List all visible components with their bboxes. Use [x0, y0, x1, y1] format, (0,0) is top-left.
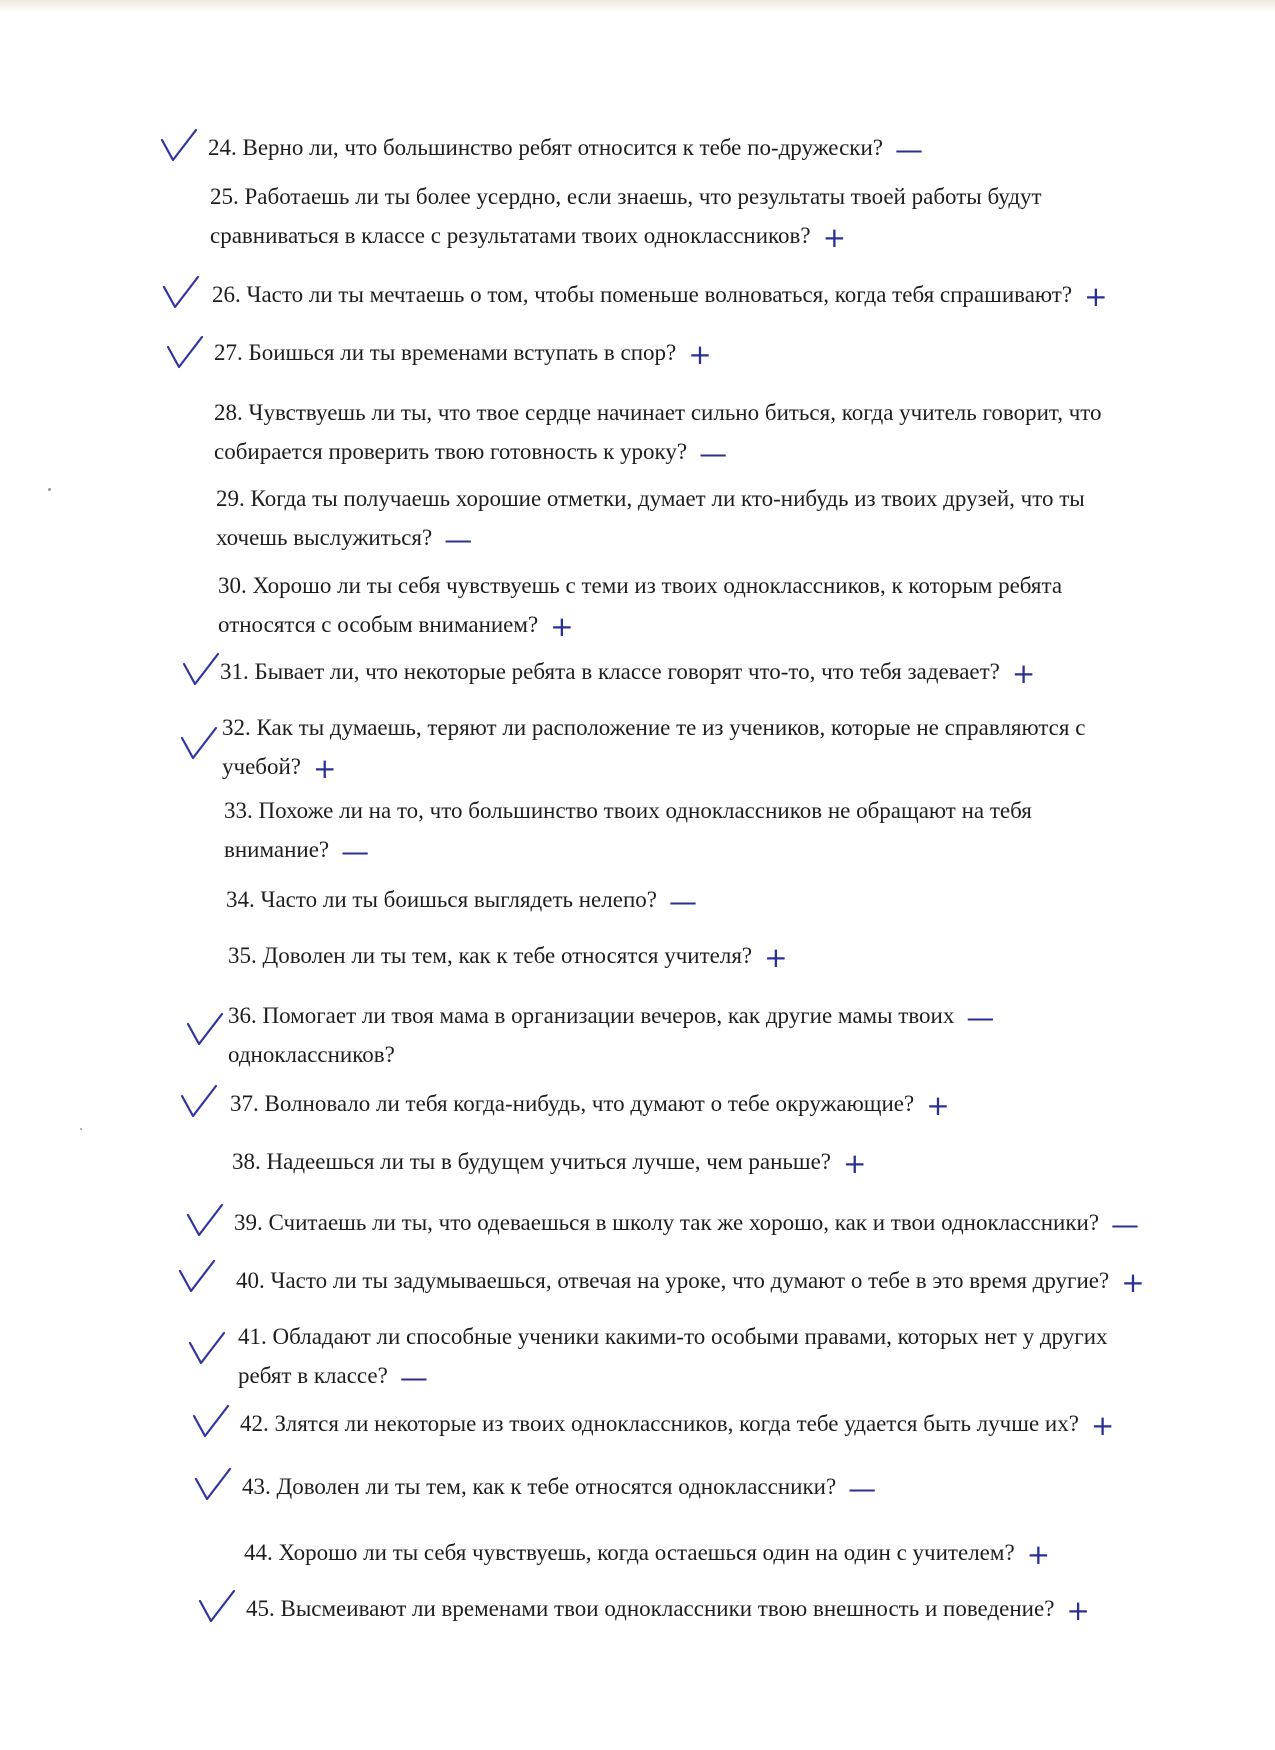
checkmark-stroke [182, 728, 216, 758]
checkmark-stroke [162, 130, 196, 160]
answer-mark: + [688, 337, 712, 371]
question-line [214, 393, 1214, 432]
question-line [228, 996, 1228, 1035]
checkmark-icon [186, 1327, 228, 1369]
question-42 [240, 1404, 1240, 1443]
question-text: 32. Как ты думаешь, теряют ли расположение те из учеников, которые не справляются с [222, 715, 1086, 740]
question-line [228, 1035, 1228, 1074]
checkmark-stroke [194, 1406, 228, 1436]
question-line [242, 1467, 1242, 1506]
question-text: 41. Обладают ли способные ученики какими-то особыми правами, которых нет у других [238, 1324, 1108, 1349]
question-line [222, 708, 1222, 747]
question-line [240, 1404, 1240, 1443]
answer-mark: + [1090, 1408, 1115, 1442]
question-40 [236, 1261, 1236, 1300]
checkmark-icon [184, 1199, 226, 1241]
answer-mark: + [1026, 1537, 1051, 1571]
answer-mark: — [1111, 1207, 1140, 1241]
answer-mark: — [848, 1471, 877, 1505]
question-line [216, 479, 1216, 518]
answer-mark: + [1084, 279, 1108, 313]
question-28 [214, 393, 1214, 471]
answer-mark: + [926, 1088, 950, 1122]
question-line [234, 1203, 1234, 1242]
question-45 [246, 1589, 1246, 1628]
question-line [218, 566, 1218, 605]
question-line [220, 652, 1220, 691]
question-text-continued: сравниваться в классе с результатами твоих одноклассников? [210, 223, 811, 248]
question-line [236, 1261, 1236, 1300]
question-line [218, 605, 1218, 644]
answer-mark: — [894, 132, 923, 166]
checkmark-icon [178, 722, 220, 764]
question-29 [216, 479, 1216, 557]
answer-mark: + [1066, 1593, 1090, 1627]
question-line [214, 333, 1214, 372]
checkmark-stroke [180, 1261, 214, 1291]
question-text: 34. Часто ли ты боишься выглядеть нелепо? [226, 887, 657, 912]
question-text: 29. Когда ты получаешь хорошие отметки, думает ли кто-нибудь из твоих друзей, что ты [216, 486, 1085, 511]
question-line [232, 1142, 1232, 1181]
question-text: 36. Помогает ли твоя мама в организации вечеров, как другие мамы твоих [228, 1003, 955, 1028]
checkmark-stroke [184, 654, 218, 684]
question-30 [218, 566, 1218, 644]
question-text: 42. Злятся ли некоторые из твоих одноклассников, когда тебе удается быть лучше их? [240, 1411, 1079, 1436]
question-text-continued: внимание? [224, 837, 330, 862]
question-34 [226, 880, 1226, 919]
question-line [222, 747, 1222, 786]
question-line [210, 216, 1210, 255]
question-line [210, 177, 1210, 216]
answer-mark: + [1121, 1265, 1145, 1299]
question-25 [210, 177, 1210, 255]
checkmark-icon [160, 271, 202, 313]
question-text: 31. Бывает ли, что некоторые ребята в классе говорят что-то, что тебя задевает? [220, 659, 1000, 684]
checkmark-stroke [182, 1086, 216, 1116]
question-line [224, 791, 1224, 830]
question-31 [220, 652, 1220, 691]
question-text: 33. Похоже ли на то, что большинство твоих одноклассников не обращают на тебя [224, 798, 1032, 823]
question-text-continued: ребят в классе? [238, 1363, 388, 1388]
question-33 [224, 791, 1224, 869]
checkmark-icon [196, 1585, 238, 1627]
question-text: 40. Часто ли ты задумываешься, отвечая на уроке, что думают о тебе в это время другие? [236, 1268, 1110, 1293]
checkmark-icon [190, 1400, 232, 1442]
answer-mark: + [1011, 656, 1036, 690]
question-text: 37. Волновало ли тебя когда-нибудь, что думают о тебе окружающие? [230, 1091, 915, 1116]
question-38 [232, 1142, 1232, 1181]
question-text-continued: учебой? [222, 754, 301, 779]
question-32 [222, 708, 1222, 786]
question-26 [212, 275, 1212, 314]
question-line [228, 936, 1228, 975]
checkmark-stroke [196, 1469, 230, 1499]
question-line [238, 1356, 1238, 1395]
checkmark-icon [184, 1008, 226, 1050]
question-line [212, 275, 1212, 314]
question-line [246, 1589, 1246, 1628]
question-text: 28. Чувствуешь ли ты, что твое сердце начинает сильно биться, когда учитель говорит, что [214, 400, 1102, 425]
question-text: 44. Хорошо ли ты себя чувствуешь, когда остаешься один на один с учителем? [244, 1540, 1015, 1565]
question-text: 35. Доволен ли ты тем, как к тебе относятся учителя? [228, 943, 753, 968]
question-39 [234, 1203, 1234, 1242]
question-text: 39. Считаешь ли ты, что одеваешься в школу так же хорошо, как и твои одноклассники? [234, 1210, 1100, 1235]
checkmark-icon [176, 1255, 218, 1297]
scan-top-edge [0, 0, 1275, 12]
question-36 [228, 996, 1228, 1074]
question-43 [242, 1467, 1242, 1506]
question-text-continued: собирается проверить твою готовность к уроку? [214, 439, 688, 464]
answer-mark: — [399, 1360, 428, 1394]
question-44 [244, 1533, 1244, 1572]
scan-speck [48, 488, 51, 491]
answer-mark: + [313, 751, 337, 785]
question-line [224, 830, 1224, 869]
answer-mark: — [341, 834, 370, 868]
question-line [216, 518, 1216, 557]
question-text: 38. Надеешься ли ты в будущем учиться лучше, чем раньше? [232, 1149, 832, 1174]
answer-mark: — [668, 884, 697, 918]
question-text: 30. Хорошо ли ты себя чувствуешь с теми из твоих одноклассников, к которым ребята [218, 573, 1063, 598]
question-24 [208, 128, 1208, 167]
question-text-continued: хочешь выслужиться? [216, 525, 433, 550]
checkmark-stroke [190, 1333, 224, 1363]
question-text-continued: одноклассников? [228, 1042, 395, 1067]
checkmark-stroke [188, 1014, 222, 1044]
answer-mark: — [699, 436, 728, 470]
question-line [244, 1533, 1244, 1572]
question-text: 43. Доволен ли ты тем, как к тебе относятся одноклассники? [242, 1474, 837, 1499]
answer-mark: + [550, 609, 574, 643]
checkmark-icon [164, 331, 206, 373]
question-line [208, 128, 1208, 167]
question-37 [230, 1084, 1230, 1123]
checkmark-stroke [188, 1205, 222, 1235]
question-line [226, 880, 1226, 919]
checkmark-icon [192, 1463, 234, 1505]
answer-mark: — [444, 522, 473, 556]
checkmark-icon [180, 648, 222, 690]
question-text-continued: относятся с особым вниманием? [218, 612, 539, 637]
question-27 [214, 333, 1214, 372]
question-text: 24. Верно ли, что большинство ребят относится к тебе по-дружески? [208, 135, 883, 160]
answer-mark: + [822, 220, 847, 254]
question-35 [228, 936, 1228, 975]
checkmark-icon [158, 124, 200, 166]
question-line [230, 1084, 1230, 1123]
question-text: 27. Боишься ли ты временами вступать в спор? [214, 340, 677, 365]
question-line [214, 432, 1214, 471]
answer-mark: — [966, 1000, 995, 1034]
question-text: 45. Высмеивают ли временами твои одноклассники твою внешность и поведение? [246, 1596, 1055, 1621]
checkmark-stroke [200, 1591, 234, 1621]
scan-speck [80, 1128, 82, 1130]
checkmark-stroke [164, 277, 198, 307]
question-line [238, 1317, 1238, 1356]
question-text: 25. Работаешь ли ты более усердно, если знаешь, что результаты твоей работы будут [210, 184, 1042, 209]
checkmark-icon [178, 1080, 220, 1122]
question-text: 26. Часто ли ты мечтаешь о том, чтобы поменьше волноваться, когда тебя спрашивают? [212, 282, 1073, 307]
answer-mark: + [843, 1146, 867, 1180]
checkmark-stroke [168, 337, 202, 367]
answer-mark: + [764, 940, 788, 974]
question-41 [238, 1317, 1238, 1395]
